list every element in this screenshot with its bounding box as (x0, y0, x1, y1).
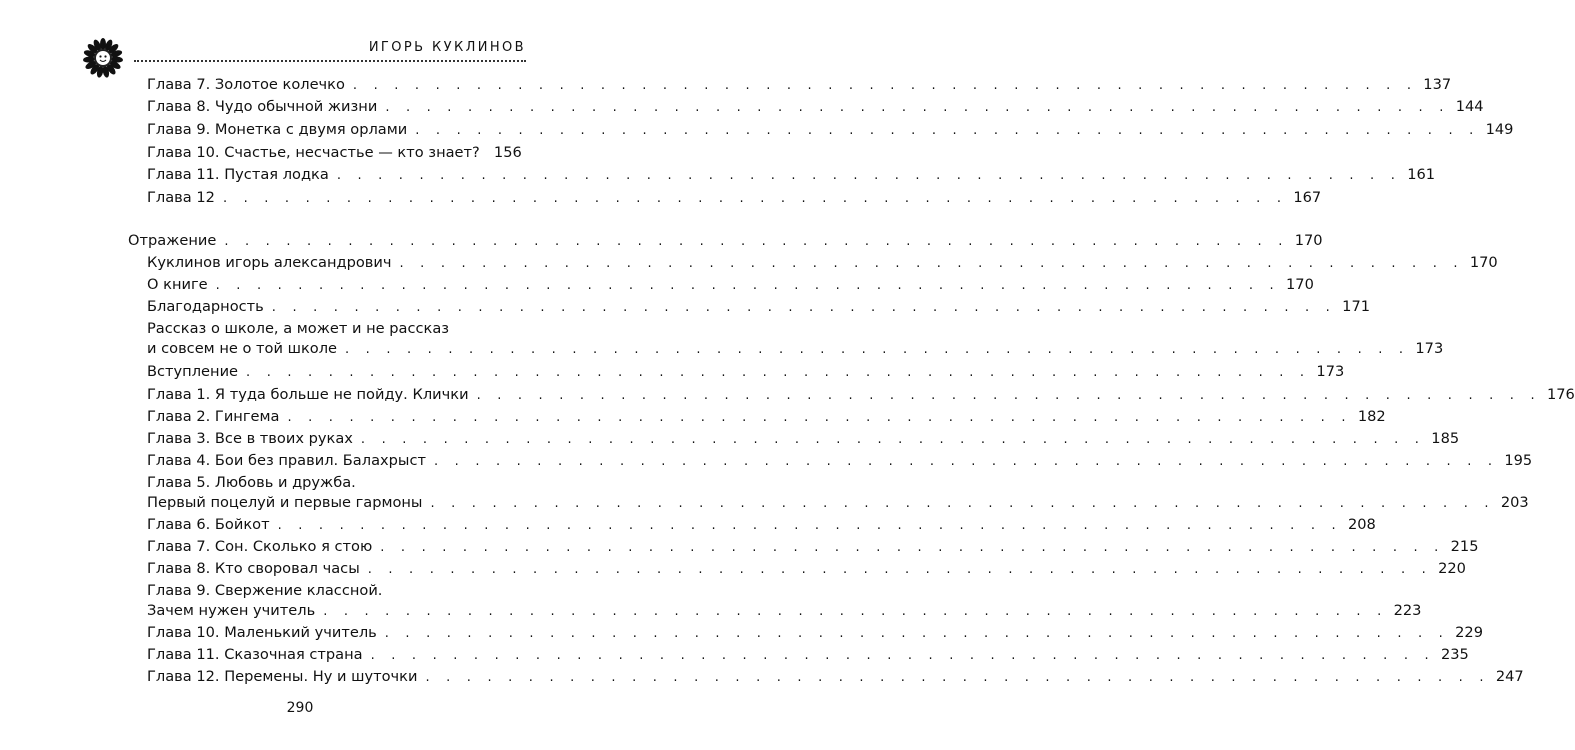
leader-dots: . . . . . . . . . . . . . . . . . . . . . . . . . . . . . . . . . . . . . . . . . . . . . . . . . . . . (367, 562, 1432, 577)
toc-entry (147, 384, 1575, 406)
toc-entry-title: Глава 10. Маленький учитель (147, 624, 377, 641)
toc-entry-page: 220 (1438, 560, 1466, 577)
toc-entry-title: Глава 12. Перемены. Ну и шуточки (147, 668, 418, 685)
author-name: ИГОРЬ КУКЛИНОВ (368, 40, 526, 55)
leader-dots: . . . . . . . . . . . . . . . . . . . . . . . . . . . . . . . . . . . . . . . . . . . . . . . . . . . . (345, 342, 1410, 357)
leader-dots: . . . . . . . . . . . . . . . . . . . . . . . . . . . . . . . . . . . . . . . . . . . . . . . . . . . . (370, 648, 1435, 663)
leader-dots: . . . . . . . . . . . . . . . . . . . . . . . . . . . . . . . . . . . . . . . . . . . . . . . . . . . . (430, 496, 1495, 511)
toc-entry (147, 666, 1524, 688)
toc-entry-page: 161 (1407, 166, 1436, 183)
leader-dots: . . . . . . . . . . . . . . . . . . . . . . . . . . . . . . . . . . . . . . . . . . . . . . . . . . . . (271, 300, 1337, 315)
toc-entry-page: 167 (1293, 189, 1322, 206)
toc-entry-title: Глава 7. Сон. Сколько я стою (147, 538, 373, 555)
toc-entry-page: 173 (1415, 340, 1444, 357)
toc-entry (147, 296, 1371, 318)
toc-entry-title: Отражение (128, 232, 217, 249)
toc-entry-title-line1: Глава 9. Свержение классной. (147, 582, 383, 599)
page-number: 290 (286, 700, 314, 716)
leader-dots: . . . . . . . . . . . . . . . . . . . . . . . . . . . . . . . . . . . . . . . . . . . . . . . . . . . . (433, 454, 1499, 469)
toc-entry (147, 536, 1479, 558)
leader-dots: . . . . . . . . . . . . . . . . . . . . . . . . . . . . . . . . . . . . . . . . . . . . . . . . . . . . (323, 604, 1388, 619)
leader-dots: . . . . . . . . . . . . . . . . . . . . . . . . . . . . . . . . . . . . . . . . . . . . . . . . . . . . (476, 388, 1541, 403)
toc-entry-title: Первый поцелуй и первые гармоны (147, 494, 423, 511)
toc-entry (147, 622, 1483, 644)
toc-entry-page: 208 (1347, 516, 1376, 533)
leader-dots: . . . . . . . . . . . . . . . . . . . . . . . . . . . . . . . . . . . . . . . . . . . . . . . . . . . . (224, 234, 1289, 249)
toc-entry-title: Глава 8. Чудо обычной жизни (147, 98, 378, 115)
toc-entry-title: Глава 1. Я туда больше не пойду. Клички (147, 386, 469, 403)
toc-entry (147, 472, 1529, 514)
toc-entry-page: 170 (1294, 232, 1323, 249)
toc-entry (147, 580, 1422, 622)
toc-entry (147, 450, 1533, 472)
toc-entry-page: 247 (1495, 668, 1524, 685)
leader-dots: . . . . . . . . . . . . . . . . . . . . . . . . . . . . . . . . . . . . . . . . . . . . . . . . . . . . (336, 168, 1402, 183)
toc-entry-title: Глава 9. Монетка с двумя орлами (147, 121, 408, 138)
toc-entry (147, 187, 1322, 209)
toc-entry-page: 223 (1393, 602, 1422, 619)
toc-entry-page: 176 (1546, 386, 1575, 403)
toc-entry-title: Вступление (147, 363, 239, 380)
toc-entry-page: 235 (1440, 646, 1469, 663)
toc-entry (147, 406, 1386, 428)
toc-entry-title: Глава 3. Все в твоих руках (147, 430, 353, 447)
toc-entry-title: Глава 8. Кто своровал часы (147, 560, 360, 577)
toc-entry-page: 182 (1357, 408, 1386, 425)
leader-dots: . . . . . . . . . . . . . . . . . . . . . . . . . . . . . . . . . . . . . . . . . . . . . . . . . . . . (384, 626, 1449, 641)
leader-dots: . . . . . . . . . . . . . . . . . . . . . . . . . . . . . . . . . . . . . . . . . . . . . . . . . . . . (222, 191, 1288, 206)
toc-entry-page: 149 (1485, 121, 1514, 138)
toc-entry-page: 156 (493, 144, 522, 161)
leader-dots: . . . . . . . . . . . . . . . . . . . . . . . . . . . . . . . . . . . . . . . . . . . . . . . . . . . . (246, 365, 1311, 380)
toc-entry-title: Глава 4. Бои без правил. Балахрыст (147, 452, 426, 469)
leader-dots: . . . . . . . . . . . . . . . . . . . . . . . . . . . . . . . . . . . . . . . . . . . . . . . . . . . . (277, 518, 1342, 533)
toc-entry (147, 274, 1314, 296)
toc-entry-title: Глава 10. Счастье, несчастье — кто знает? (147, 144, 480, 161)
toc-entry (147, 428, 1460, 450)
toc-entry-page: 170 (1286, 276, 1314, 293)
toc-entry-title-line1: Глава 5. Любовь и дружба. (147, 474, 356, 491)
leader-dots: . . . . . . . . . . . . . . . . . . . . . . . . . . . . . . . . . . . . . . . . . . . . . . . . . . . . (399, 256, 1464, 271)
leader-dots: . . . . . . . . . . . . . . . . . . . . . . . . . . . . . . . . . . . . . . . . . . . . . . . . . . . . (360, 432, 1426, 447)
toc-entry (147, 514, 1376, 536)
toc-entry-title: Благодарность (147, 298, 264, 315)
toc-entry (147, 252, 1498, 274)
toc-entry-page: 195 (1504, 452, 1533, 469)
toc-entry-title-line1: Рассказ о школе, а может и не рассказ (147, 320, 450, 337)
toc-entry (147, 142, 520, 164)
leader-dots: . . . . . . . . . . . . . . . . . . . . . . . . . . . . . . . . . . . . . . . . . . . . . . . . . . . . (380, 540, 1445, 555)
toc-entry-title: Глава 11. Пустая лодка (147, 166, 329, 183)
leader-dots: . . . . . . . . . . . . . . . . . . . . . . . . . . . . . . . . . . . . . . . . . . . . . . . . . . . . (425, 670, 1490, 685)
toc-entry-title: Глава 7. Золотое колечко (147, 76, 345, 93)
toc-entry-page: 173 (1316, 363, 1345, 380)
leader-dots: . . . . . . . . . . . . . . . . . . . . . . . . . . . . . . . . . . . . . . . . . . . . . . . . . . . . (287, 410, 1352, 425)
toc-entry-page: 215 (1450, 538, 1479, 555)
leader-dots: . . . . . . . . . . . . . . . . . . . . . . . . . . . . . . . . . . . . . . . . . . . . . . . . . . . . (352, 78, 1418, 93)
toc-entry (147, 361, 1345, 383)
toc-entry (147, 644, 1469, 666)
toc-entry-title: О книге (147, 276, 208, 293)
toc-entry (147, 318, 1444, 360)
toc-entry-title: Глава 2. Гингема (147, 408, 280, 425)
toc-entry-title: Зачем нужен учитель (147, 602, 316, 619)
leader-dots: . . . . . . . . . . . . . . . . . . . . . . . . . . . . . . . . . . . . . . . . . . . . . . . . . . . . (415, 123, 1480, 138)
toc-entry-title: Куклинов игорь александрович (147, 254, 392, 271)
toc-entry-page: 203 (1500, 494, 1529, 511)
toc-entry (147, 558, 1466, 580)
toc-entry-page: 137 (1423, 76, 1452, 93)
toc-entry (128, 230, 1323, 252)
toc-entry (147, 96, 1484, 118)
toc-entry-title: Глава 6. Бойкот (147, 516, 270, 533)
leader-dots: . . . . . . . . . . . . . . . . . . . . . . . . . . . . . . . . . . . . . . . . . . . . . . . . . . . . (215, 278, 1280, 293)
toc-entry (147, 119, 1514, 141)
toc-entry-title: Глава 11. Сказочная страна (147, 646, 363, 663)
leader-dots: . . . . . . . . . . . . . . . . . . . . . . . . . . . . . . . . . . . . . . . . . . . . . . . . . . . . (385, 100, 1450, 115)
toc-entry-page: 185 (1431, 430, 1460, 447)
toc-entry-page: 229 (1455, 624, 1483, 641)
toc-entry-title: Глава 12 (147, 189, 215, 206)
toc-entry-page: 144 (1455, 98, 1484, 115)
toc-entry (147, 74, 1452, 96)
toc-entry-title: и совсем не о той школе (147, 340, 338, 357)
toc-entry (147, 164, 1436, 186)
toc-entry-page: 170 (1469, 254, 1498, 271)
toc-entry-page: 171 (1342, 298, 1371, 315)
